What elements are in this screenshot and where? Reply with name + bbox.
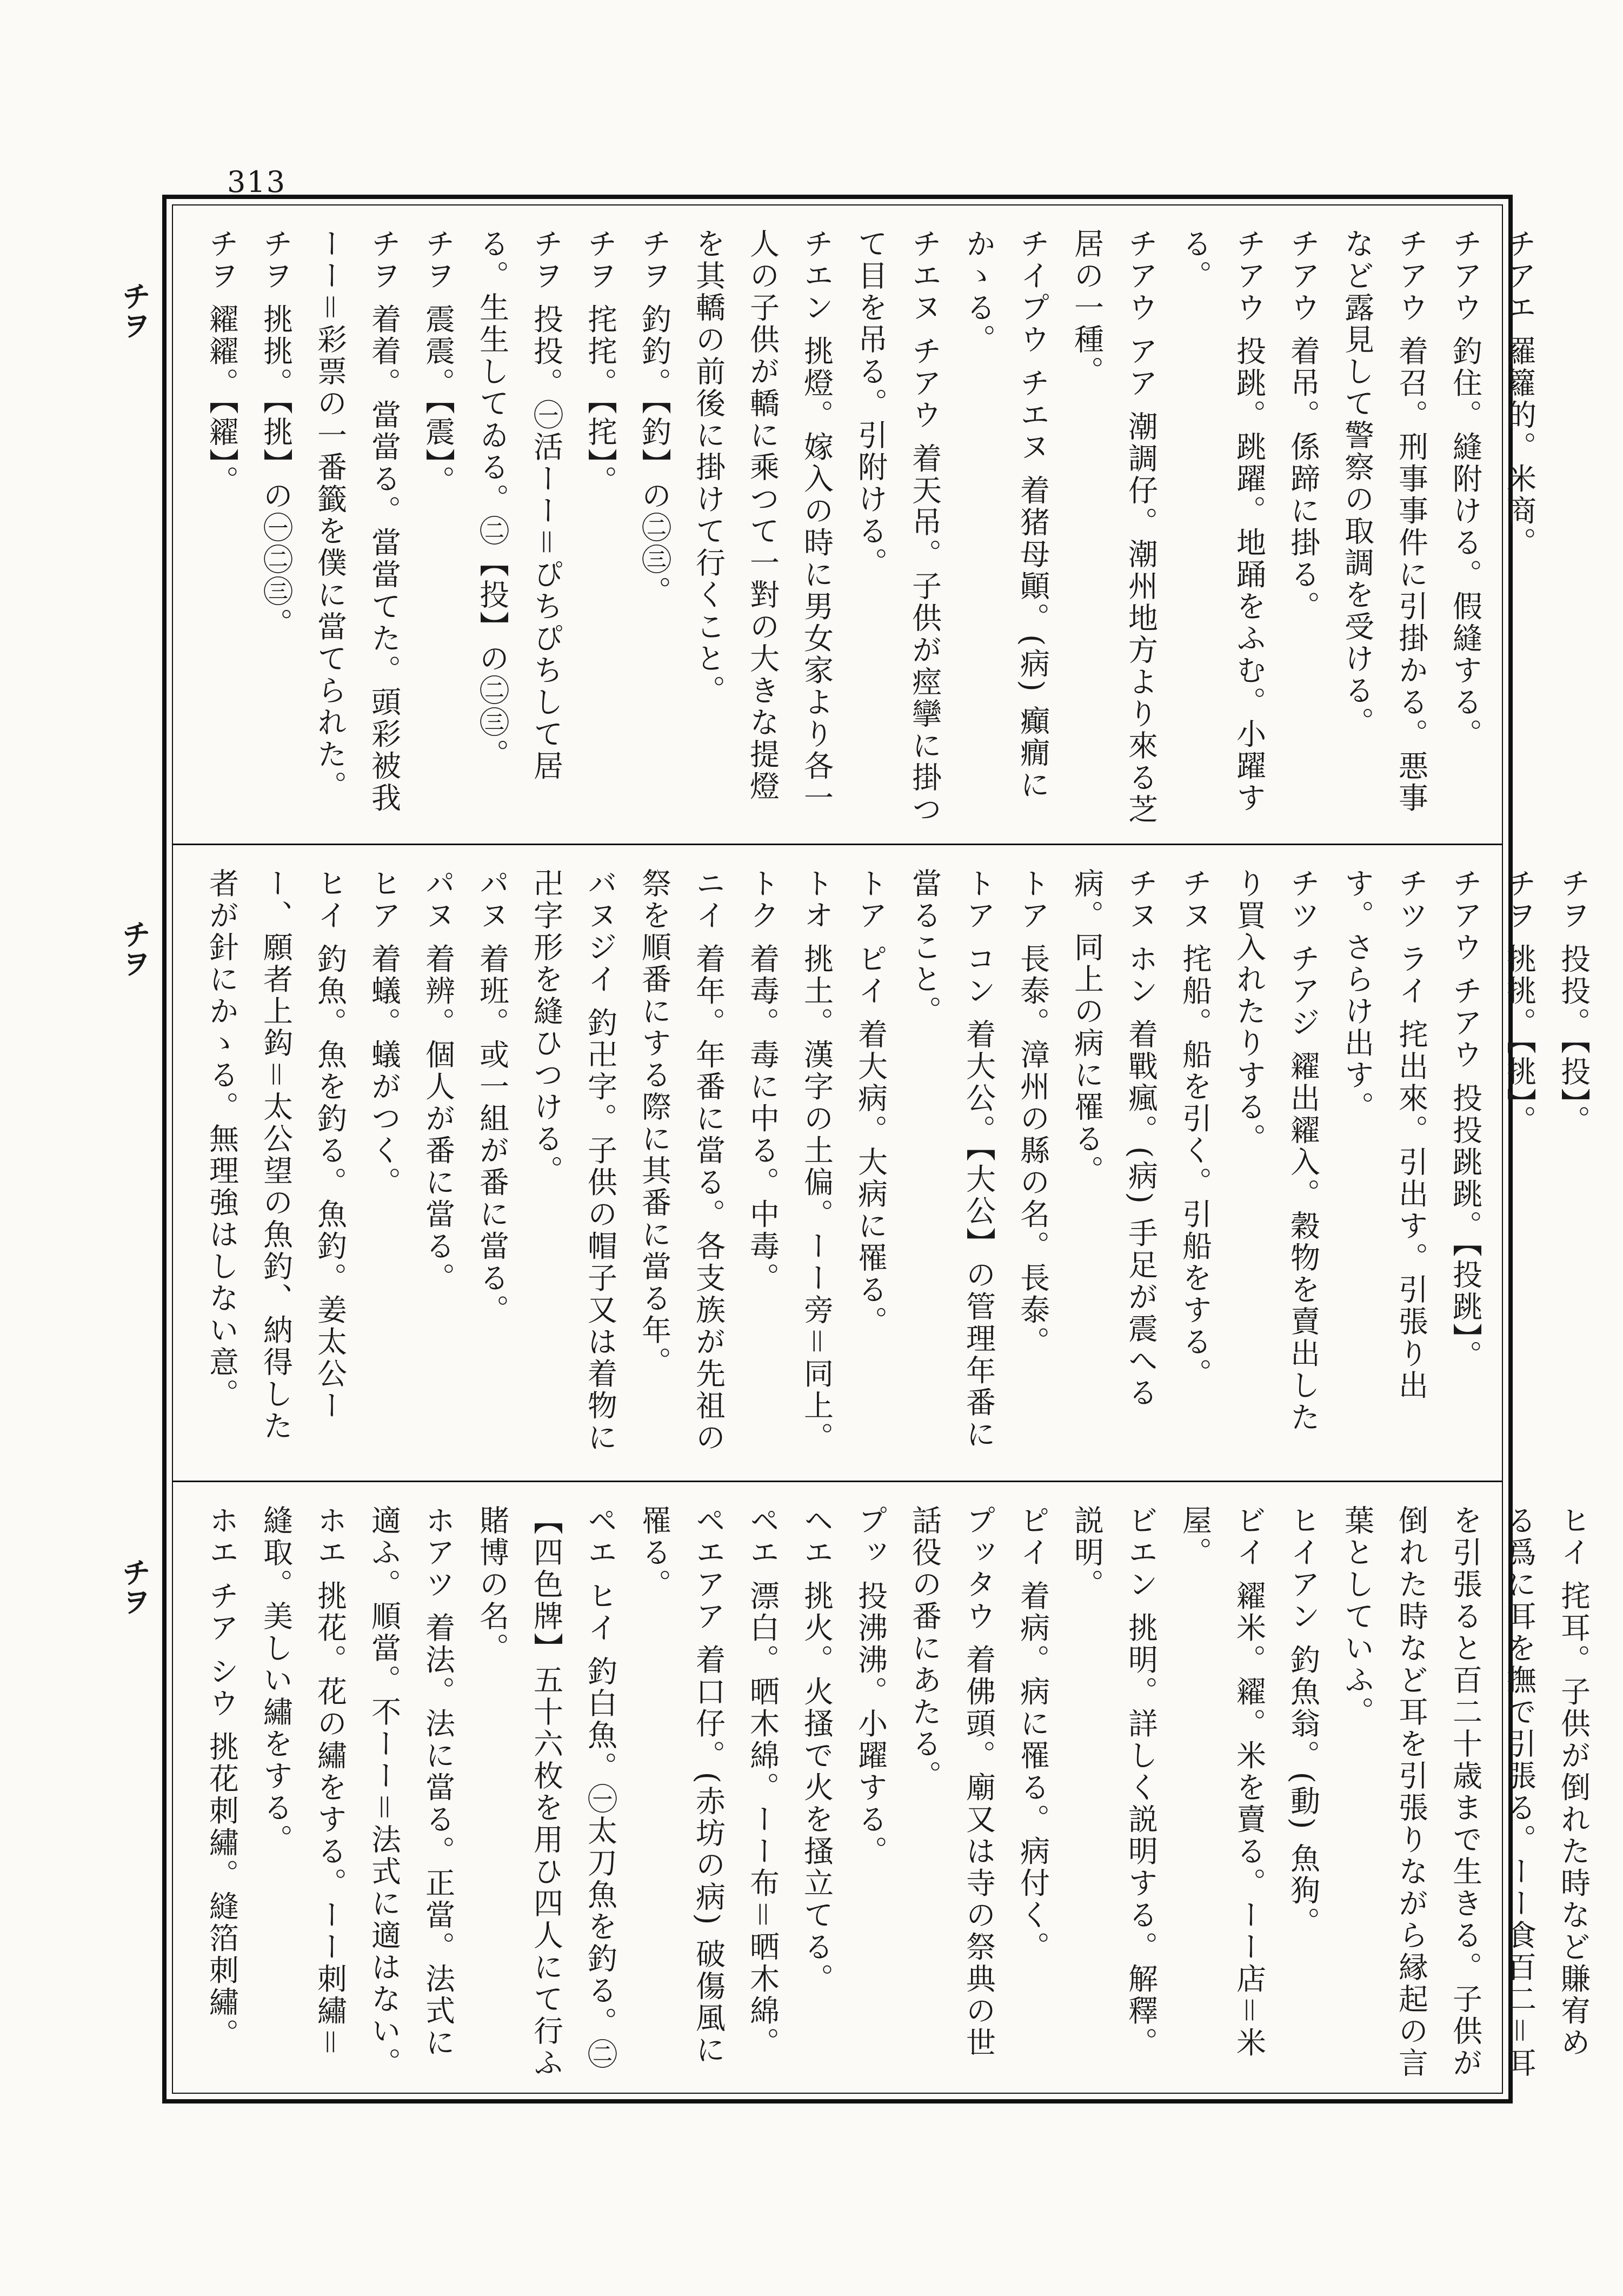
page-number: 313: [227, 165, 287, 199]
dictionary-entry: ヒイ 挓耳。子供が倒れた時など賺宥める爲に耳を撫で引張る。ーー食百二＝耳を引張ると百二十歳まで生きる。子供が倒れた時など耳を引張りながら縁起の言葉としていふ。: [1340, 1505, 1591, 2079]
dictionary-entry: チヲ 挑挑。【挑】の㊀㊁㊂。: [258, 228, 293, 640]
dictionary-entry: ピイ 着病。病に罹る。病付く。: [1015, 1505, 1050, 1963]
entry-list: [195, 1505, 1600, 2086]
dictionary-entry: バヌジイ 釣卍字。子供の帽子又は着物に卍字形を縫ひつける。: [529, 868, 617, 1454]
dictionary-entry: チヲ 投投。【投】。: [1556, 868, 1591, 1137]
section-top: [173, 205, 1536, 844]
dictionary-entry: チヲ 震震。【震】。: [421, 228, 455, 497]
side-label-top: チヲ: [117, 281, 152, 340]
dictionary-entry: チイプウ チエヌ 着猪母顚。(病) 癲癇にかゝる。: [961, 228, 1050, 801]
dictionary-entry: ビエン 挑明。詳しく説明する。解釋。説明。: [1069, 1505, 1158, 2059]
dictionary-entry: ヒイ 釣魚。魚を釣る。魚釣。姜太公ーー、願者上鈎＝太公望の魚釣、納得した者が針にかゝる。無理強はしない意。: [204, 868, 347, 1442]
dictionary-frame: [162, 195, 1591, 2103]
dictionary-entry: ペエ 漂白。晒木綿。ーー布＝晒木綿。: [745, 1505, 780, 2059]
dictionary-entry: チエン 挑燈。嫁入の時に男女家より各一人の子供が轎に乘つて一對の大きな提燈を其轎の前後に掛けて行くこと。: [691, 228, 834, 814]
dictionary-entry: ニイ 着年。年番に當る。各支族が先祖の祭を順番にする際に其番に當る年。: [637, 868, 726, 1454]
dictionary-entry: チアウ 投跳。跳躍。地踊をふむ。小躍する。: [1178, 228, 1266, 814]
dictionary-entry: ペエ ヒイ 釣白魚。㊀太刀魚を釣る。㊁【四色牌】五十六枚を用ひ四人にて行ふ賭博の名。: [475, 1505, 617, 2079]
dictionary-entry: トオ 挑土。漢字の土偏。ーー旁＝同上。: [799, 868, 834, 1454]
dictionary-entry: チツ ライ 挓出來。引出す。引張り出す。さらけ出す。: [1340, 868, 1428, 1402]
dictionary-entry: ホアツ 着法。法に當る。正當。法式に適ふ。順當。不ーー＝法式に適はない。: [367, 1505, 455, 2079]
dictionary-entry: トク 着毒。毒に中る。中毒。: [745, 868, 780, 1295]
dictionary-entry: チアウ 釣住。縫附ける。假縫する。: [1448, 228, 1482, 751]
section-middle: [173, 844, 1591, 1481]
dictionary-entry: トア 長泰。漳州の縣の名。長泰。: [1015, 868, 1050, 1358]
dictionary-entry: チアエ 羅籮的。米商。: [1502, 228, 1536, 559]
dictionary-entry: トア ピイ 着大病。大病に罹る。: [853, 868, 888, 1338]
dictionary-entry: チアウ 着吊。係蹄に掛る。: [1286, 228, 1320, 623]
dictionary-entry: プッ 投沸沸。小躍する。: [853, 1505, 888, 1868]
dictionary-entry: チヌ 挓船。船を引く。引船をする。: [1178, 868, 1212, 1390]
dictionary-entry: トア コン 着大公。【大公】の管理年番に當ること。: [907, 868, 996, 1451]
dictionary-entry: チアウ アア 潮調仔。潮州地方より來る芝居の一種。: [1069, 228, 1158, 826]
section-bottom: [173, 1481, 1591, 2102]
dictionary-entry: チアウ 着召。刑事事件に引掛かる。悪事など露見して警察の取調を受ける。: [1340, 228, 1428, 814]
dictionary-entry: ビイ 糴米。糴。米を賣る。ーー店＝米屋。: [1178, 1505, 1266, 2059]
dictionary-entry: チヲ 挑挑。【挑】。: [1502, 868, 1536, 1137]
dictionary-entry: チツ チアジ 糴出糴入。穀物を賣出したり買入れたりする。: [1232, 868, 1320, 1434]
dictionary-entry: チエヌ チアウ 着天吊。子供が痙攣に掛つて目を吊る。引附ける。: [853, 228, 942, 826]
dictionary-entry: チヲ 糴糴。【糴】。: [204, 228, 239, 497]
dictionary-entry: パヌ 着辨。個人が番に當る。: [421, 868, 455, 1295]
dictionary-entry: パヌ 着班。或一組が番に當る。: [475, 868, 509, 1326]
dictionary-entry: チヲ 着着。當當る。當當てた。頭彩被我ーー＝彩票の一番籤を僕に當てられた。: [312, 228, 401, 814]
dictionary-entry: ヒイアン 釣魚翁。(動) 魚狗。: [1286, 1505, 1320, 1939]
side-label-bottom: チヲ: [117, 1557, 152, 1616]
dictionary-entry: チヌ ホン 着戰瘋。(病) 手足が震へる病。同上の病に罹る。: [1069, 868, 1158, 1409]
dictionary-entry: チヲ 釣釣。【釣】の㊁㊂。: [637, 228, 671, 608]
dictionary-body: [172, 204, 1591, 2094]
entry-list: [195, 868, 1600, 1464]
dictionary-entry: チヲ 投投。㊀活ーー＝ぴちぴちして居る。生生してゐる。㊁【投】の㊁㊂。: [475, 228, 563, 782]
dictionary-entry: ホエ 挑花。花の繡をする。ーー刺繡＝縫取。美しい繡をする。: [258, 1505, 347, 2059]
dictionary-entry: ヘエ 挑火。火搔で火を搔立てる。: [799, 1505, 834, 1995]
dictionary-entry: チヲ 挓挓。【挓】。: [583, 228, 617, 497]
dictionary-entry: ホエ チア シウ 挑花刺繡。縫箔刺繡。: [204, 1505, 239, 2051]
dictionary-entry: プッタウ 着佛頭。廟又は寺の祭典の世話役の番にあたる。: [907, 1505, 996, 2059]
dictionary-entry: チアウ チアウ 投投跳跳。【投跳】。: [1448, 868, 1482, 1372]
dictionary-entry: ヒア 着蟻。蟻がつく。: [367, 868, 401, 1199]
entry-list: [195, 228, 1546, 827]
side-label-middle: チヲ: [117, 919, 152, 978]
dictionary-entry: ペエアア 着口仔。(赤坊の病) 破傷風に罹る。: [637, 1505, 726, 2066]
